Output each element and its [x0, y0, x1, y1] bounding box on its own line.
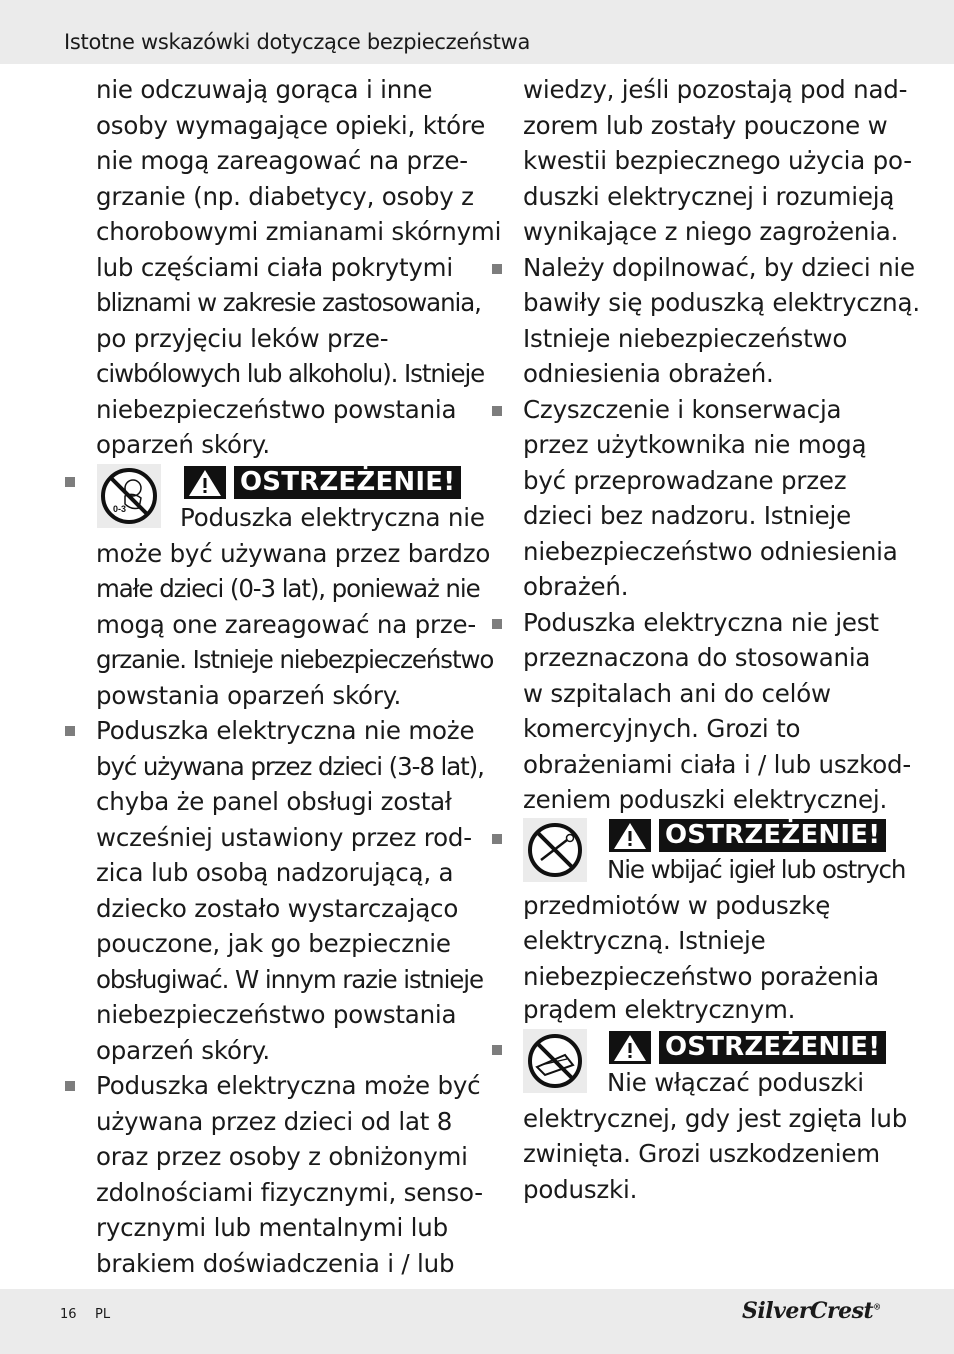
text-line: oparzeń skóry. [96, 1035, 271, 1065]
text-line: niebezpieczeństwo porażenia [523, 961, 879, 991]
text-line: obsługiwać. W innym razie istnieje [96, 964, 483, 994]
text-line: Poduszka elektryczna nie może [96, 716, 475, 745]
bullet-marker [492, 834, 502, 844]
text-line: obrażeniami ciała i / lub uszkod- [523, 749, 911, 779]
text-line: Należy dopilnować, by dzieci nie [523, 252, 915, 282]
bullet-marker [65, 1081, 75, 1091]
brand-name: SilverCrest [742, 1298, 874, 1324]
text-line: zwinięta. Grozi uszkodzeniem [523, 1139, 880, 1168]
text-line: pouczone, jak go bezpiecznie [96, 929, 451, 958]
text-line: chyba że panel obsługi został [96, 787, 452, 816]
text-line: w szpitalach ani do celów [523, 678, 831, 708]
text-line: komercyjnych. Grozi to [523, 714, 801, 743]
text-line: Poduszka elektryczna może być [96, 1071, 481, 1100]
text-line: niebezpieczeństwo powstania [96, 394, 457, 424]
text-line: małe dzieci (0-3 lat), ponieważ nie [96, 574, 480, 603]
text-line: niebezpieczeństwo odniesienia [523, 536, 898, 566]
text-line: po przyjęciu leków prze- [96, 323, 389, 353]
text-line: brakiem doświadczenia i / lub [96, 1248, 455, 1278]
page-language: PL [95, 1307, 111, 1322]
text-line: bliznami w zakresie zastosowania, [96, 288, 481, 317]
text-line: wiedzy, jeśli pozostają pod nad- [523, 75, 908, 104]
no-small-children-icon [97, 464, 161, 528]
bullet-marker [65, 477, 75, 487]
text-line: Czyszczenie i konserwacja [523, 394, 842, 424]
text-line: obrażeń. [523, 572, 629, 601]
text-line: oraz przez osoby z obniżonymi [96, 1142, 468, 1171]
warning-banner [609, 1031, 886, 1064]
text-line: być używana przez dzieci (3-8 lat), [96, 751, 484, 781]
page-number: 16 [60, 1307, 77, 1322]
text-line: oparzeń skóry. [96, 430, 271, 459]
warning-banner [609, 819, 886, 852]
text-line: Poduszka elektryczna nie [180, 503, 485, 532]
brand-logo [742, 1298, 881, 1324]
svg-text:0-3: 0-3 [113, 504, 127, 514]
text-line: duszki elektrycznej i rozumieją [523, 181, 895, 211]
bullet-marker [492, 406, 502, 416]
text-line: przedmiotów w poduszkę [523, 890, 831, 920]
text-line: chorobowymi zmianami skórnymi [96, 217, 502, 246]
text-line: wynikające z niego zagrożenia. [523, 217, 899, 246]
text-line: Nie włączać poduszki [607, 1068, 864, 1097]
bullet-marker [492, 1045, 502, 1055]
text-line: dzieci bez nadzoru. Istnieje [523, 501, 852, 530]
bullet-marker [65, 726, 75, 736]
text-line: przeznaczona do stosowania [523, 643, 871, 672]
text-line: zorem lub zostały pouczone w [523, 110, 888, 140]
text-line: poduszki. [523, 1174, 638, 1204]
text-line: zdolnościami fizycznymi, senso- [96, 1177, 483, 1207]
text-line: może być używana przez bardzo [96, 538, 491, 568]
text-line: prądem elektrycznym. [523, 995, 796, 1024]
text-line: lub częściami ciała pokrytymi [96, 252, 453, 282]
warning-triangle-icon [609, 1031, 651, 1064]
text-line: Nie wbijać igieł lub ostrych [607, 855, 906, 884]
warning-triangle-icon [609, 819, 651, 852]
text-line: powstania oparzeń skóry. [96, 680, 402, 710]
text-line: niebezpieczeństwo powstania [96, 1000, 457, 1029]
text-line: zeniem poduszki elektrycznej. [523, 785, 888, 814]
no-needles-icon [523, 818, 587, 882]
no-folding-icon [523, 1029, 587, 1093]
text-line: Istnieje niebezpieczeństwo [523, 323, 848, 353]
text-line: elektrycznej, gdy jest zgięta lub [523, 1103, 908, 1133]
text-line: nie mogą zareagować na prze- [96, 146, 468, 175]
bullet-marker [492, 264, 502, 274]
text-line: być przeprowadzane przez [523, 465, 847, 495]
text-line: zica lub osobą nadzorującą, a [96, 858, 454, 887]
text-line: bawiły się poduszką elektryczną. [523, 288, 920, 317]
text-line: przez użytkownika nie mogą [523, 430, 867, 459]
text-line: wcześniej ustawiony przez rod- [96, 822, 472, 852]
text-line: dziecko zostało wystarczająco [96, 893, 459, 923]
text-line: grzanie. Istnieje niebezpieczeństwo [96, 645, 494, 674]
header-title: Istotne wskazówki dotyczące bezpieczeństwa [64, 30, 531, 54]
text-line: mogą one zareagować na prze- [96, 609, 477, 639]
text-line: nie odczuwają gorąca i inne [96, 75, 433, 104]
warning-label: OSTRZEŻENIE! [659, 819, 886, 852]
warning-triangle-icon [184, 466, 226, 499]
warning-label: OSTRZEŻENIE! [659, 1031, 886, 1064]
text-line: Poduszka elektryczna nie jest [523, 607, 879, 637]
text-line: grzanie (np. diabetycy, osoby z [96, 181, 474, 211]
text-line: ciwbólowych lub alkoholu). Istnieje [96, 359, 485, 388]
text-line: osoby wymagające opieki, które [96, 110, 486, 140]
brand-mark: ® [873, 1301, 881, 1312]
text-line: kwestii bezpiecznego użycia po- [523, 146, 912, 175]
text-line: rycznymi lub mentalnymi lub [96, 1213, 448, 1242]
text-line: używana przez dzieci od lat 8 [96, 1106, 453, 1136]
warning-label: OSTRZEŻENIE! [234, 466, 461, 499]
warning-banner [184, 466, 461, 499]
bullet-marker [492, 619, 502, 629]
text-line: elektryczną. Istnieje [523, 926, 766, 955]
text-line: odniesienia obrażeń. [523, 359, 774, 388]
